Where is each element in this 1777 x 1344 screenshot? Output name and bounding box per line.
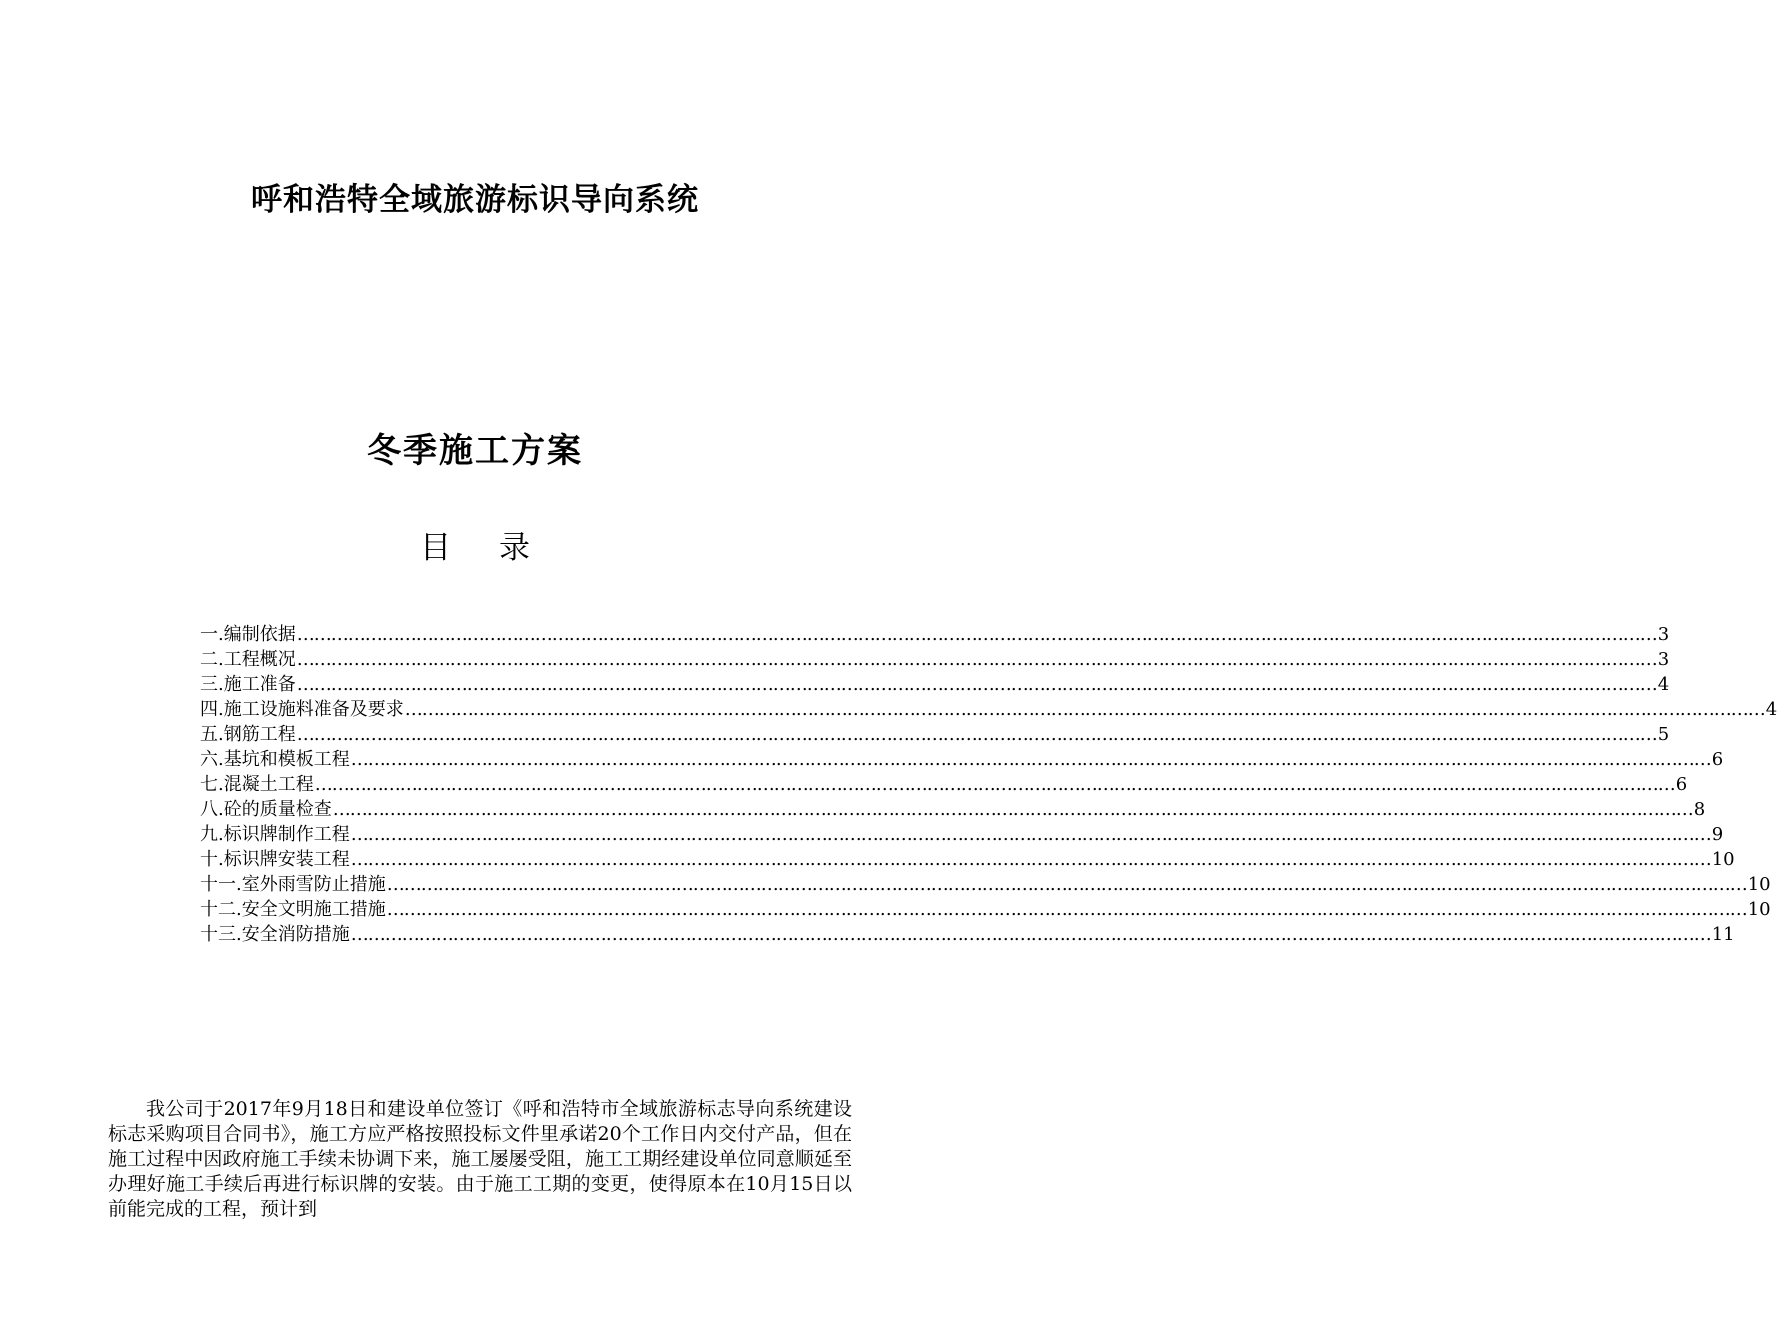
toc-entry-label: 十三.安全消防措施 bbox=[200, 924, 350, 945]
toc-entry bbox=[200, 897, 1771, 922]
toc-leader-dots: …………………………………………………………………………………………………………………………………………………………………………………………………………………… bbox=[296, 674, 1657, 695]
toc-entry bbox=[200, 847, 1735, 872]
toc-entry bbox=[200, 722, 1670, 747]
toc-entry bbox=[200, 672, 1670, 697]
toc-leader-dots: …………………………………………………………………………………………………………………………………………………………………………………………………………………… bbox=[386, 899, 1747, 920]
toc-entry-page: 6 bbox=[1711, 749, 1724, 770]
toc-entry-page: 8 bbox=[1693, 799, 1706, 820]
toc-entry-page: 10 bbox=[1747, 874, 1771, 895]
toc-entry-label: 四.施工设施料准备及要求 bbox=[200, 699, 404, 720]
toc-entry-page: 5 bbox=[1657, 724, 1670, 745]
toc-heading: 目录 bbox=[420, 530, 578, 566]
body-paragraph: 我公司于2017年9月18日和建设单位签订《呼和浩特市全域旅游标志导向系统建设标志采购项目合同书》，施工方应严格按照投标文件里承诺20个工作日内交付产品，但在施工过程中因政府施工手续未协调下来，施工屡屡受阻，施工工期经建设单位同意顺延至办理好施工手续后再进行标识牌的安装。由于施工工期的变更，使得原本在10月15日以前能完成的工程，预计到 bbox=[108, 1098, 852, 1220]
toc-leader-dots: …………………………………………………………………………………………………………………………………………………………………………………………………………………… bbox=[296, 649, 1657, 670]
toc-entry-label: 九.标识牌制作工程 bbox=[200, 824, 350, 845]
toc-entry-page: 11 bbox=[1711, 924, 1735, 945]
toc-entry-label: 三.施工准备 bbox=[200, 674, 296, 695]
toc-entry bbox=[200, 622, 1670, 647]
toc-entry-page: 4 bbox=[1765, 699, 1777, 720]
toc-entry-page: 3 bbox=[1657, 624, 1670, 645]
toc-leader-dots: …………………………………………………………………………………………………………………………………………………………………………………………………………………… bbox=[350, 924, 1711, 945]
toc-entry-page: 6 bbox=[1675, 774, 1688, 795]
toc-entry-label: 五.钢筋工程 bbox=[200, 724, 296, 745]
toc-entry-page: 10 bbox=[1711, 849, 1735, 870]
toc-leader-dots: …………………………………………………………………………………………………………………………………………………………………………………………………………………… bbox=[296, 624, 1657, 645]
toc-leader-dots: …………………………………………………………………………………………………………………………………………………………………………………………………………………… bbox=[350, 749, 1711, 770]
toc-leader-dots: …………………………………………………………………………………………………………………………………………………………………………………………………………………… bbox=[386, 874, 1747, 895]
toc-entry-label: 十二.安全文明施工措施 bbox=[200, 899, 386, 920]
toc-entry bbox=[200, 772, 1688, 797]
toc-leader-dots: …………………………………………………………………………………………………………………………………………………………………………………………………………………… bbox=[404, 699, 1765, 720]
toc-leader-dots: …………………………………………………………………………………………………………………………………………………………………………………………………………………… bbox=[296, 724, 1657, 745]
document-subtitle: 冬季施工方案 bbox=[367, 431, 583, 471]
toc-entry-label: 十一.室外雨雪防止措施 bbox=[200, 874, 386, 895]
toc-entry bbox=[200, 872, 1771, 897]
document-title: 呼和浩特全域旅游标识导向系统 bbox=[251, 182, 699, 218]
toc-entry-page: 9 bbox=[1711, 824, 1724, 845]
toc-entry-label: 十.标识牌安装工程 bbox=[200, 849, 350, 870]
toc-leader-dots: …………………………………………………………………………………………………………………………………………………………………………………………………………………… bbox=[350, 824, 1711, 845]
toc-leader-dots: …………………………………………………………………………………………………………………………………………………………………………………………………………………… bbox=[350, 849, 1711, 870]
toc-entry bbox=[200, 822, 1724, 847]
toc-entry bbox=[200, 647, 1670, 672]
toc-leader-dots: …………………………………………………………………………………………………………………………………………………………………………………………………………………… bbox=[332, 799, 1693, 820]
toc-entry bbox=[200, 922, 1735, 947]
toc-leader-dots: …………………………………………………………………………………………………………………………………………………………………………………………………………………… bbox=[314, 774, 1675, 795]
toc-entry bbox=[200, 697, 1777, 722]
toc-entry-label: 七.混凝土工程 bbox=[200, 774, 314, 795]
toc-entry-label: 一.编制依据 bbox=[200, 624, 296, 645]
toc-entry-page: 10 bbox=[1747, 899, 1771, 920]
toc-entry-page: 4 bbox=[1657, 674, 1670, 695]
table-of-contents bbox=[200, 622, 1777, 947]
toc-entry-label: 二.工程概况 bbox=[200, 649, 296, 670]
toc-entry-page: 3 bbox=[1657, 649, 1670, 670]
toc-entry bbox=[200, 797, 1706, 822]
toc-entry bbox=[200, 747, 1724, 772]
toc-entry-label: 八.砼的质量检查 bbox=[200, 799, 332, 820]
toc-entry-label: 六.基坑和模板工程 bbox=[200, 749, 350, 770]
